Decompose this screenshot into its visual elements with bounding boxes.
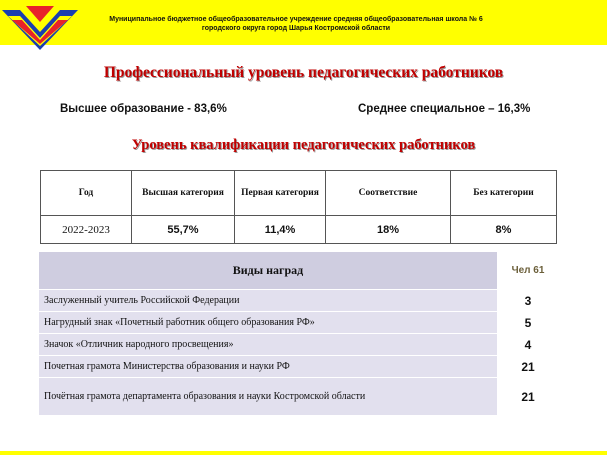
- header-first-category: Первая категория: [235, 171, 326, 216]
- header-year: Год: [41, 171, 132, 216]
- awards-header-row: [39, 252, 559, 290]
- cell-no-category: 8%: [451, 216, 557, 244]
- table-row: [39, 312, 559, 334]
- institution-name: [86, 15, 506, 33]
- table-row: [39, 378, 559, 416]
- award-name: Почетная грамота Министерства образования и науки РФ: [39, 356, 498, 378]
- award-count: 21: [498, 378, 559, 416]
- cell-first-category: 11,4%: [235, 216, 326, 244]
- award-name: Почётная грамота департамента образования и науки Костромской области: [39, 378, 498, 416]
- award-name: Нагрудный знак «Почетный работник общего образования РФ»: [39, 312, 498, 334]
- award-name: Значок «Отличник народного просвещения»: [39, 334, 498, 356]
- header-compliance: Соответствие: [326, 171, 451, 216]
- bottom-accent-bar: [0, 451, 607, 455]
- awards-header-label: Виды наград: [39, 252, 498, 290]
- school-logo-icon: [0, 0, 80, 60]
- award-count: 5: [498, 312, 559, 334]
- cell-highest-category: 55,7%: [132, 216, 235, 244]
- institution-line1: Муниципальное бюджетное общеобразовательное учреждение средняя общеобразовательная школа № 6: [109, 16, 483, 23]
- header-no-category: Без категории: [451, 171, 557, 216]
- table-row: [39, 356, 559, 378]
- institution-line2: городского округа город Шарья Костромской области: [201, 25, 391, 32]
- award-count: 3: [498, 290, 559, 312]
- award-count: 4: [498, 334, 559, 356]
- award-name: Заслуженный учитель Российской Федерации: [39, 290, 498, 312]
- title-professional-level: Профессиональный уровень педагогических работников: [103, 64, 504, 81]
- cell-compliance: 18%: [326, 216, 451, 244]
- qualification-header-row: [41, 171, 557, 216]
- title-qualification-level: Уровень квалификации педагогических работников: [131, 137, 476, 153]
- award-count: 21: [498, 356, 559, 378]
- qualification-data-row: [41, 216, 557, 244]
- table-row: [39, 334, 559, 356]
- table-row: [39, 290, 559, 312]
- qualification-table: [40, 170, 557, 244]
- higher-education-stat: Высшее образование - 83,6%: [60, 103, 227, 115]
- awards-header-count: Чел 61: [498, 252, 559, 290]
- cell-year: 2022-2023: [41, 216, 132, 244]
- header-highest-category: Высшая категория: [132, 171, 235, 216]
- awards-table: [38, 251, 559, 416]
- secondary-education-stat: Среднее специальное – 16,3%: [358, 103, 531, 115]
